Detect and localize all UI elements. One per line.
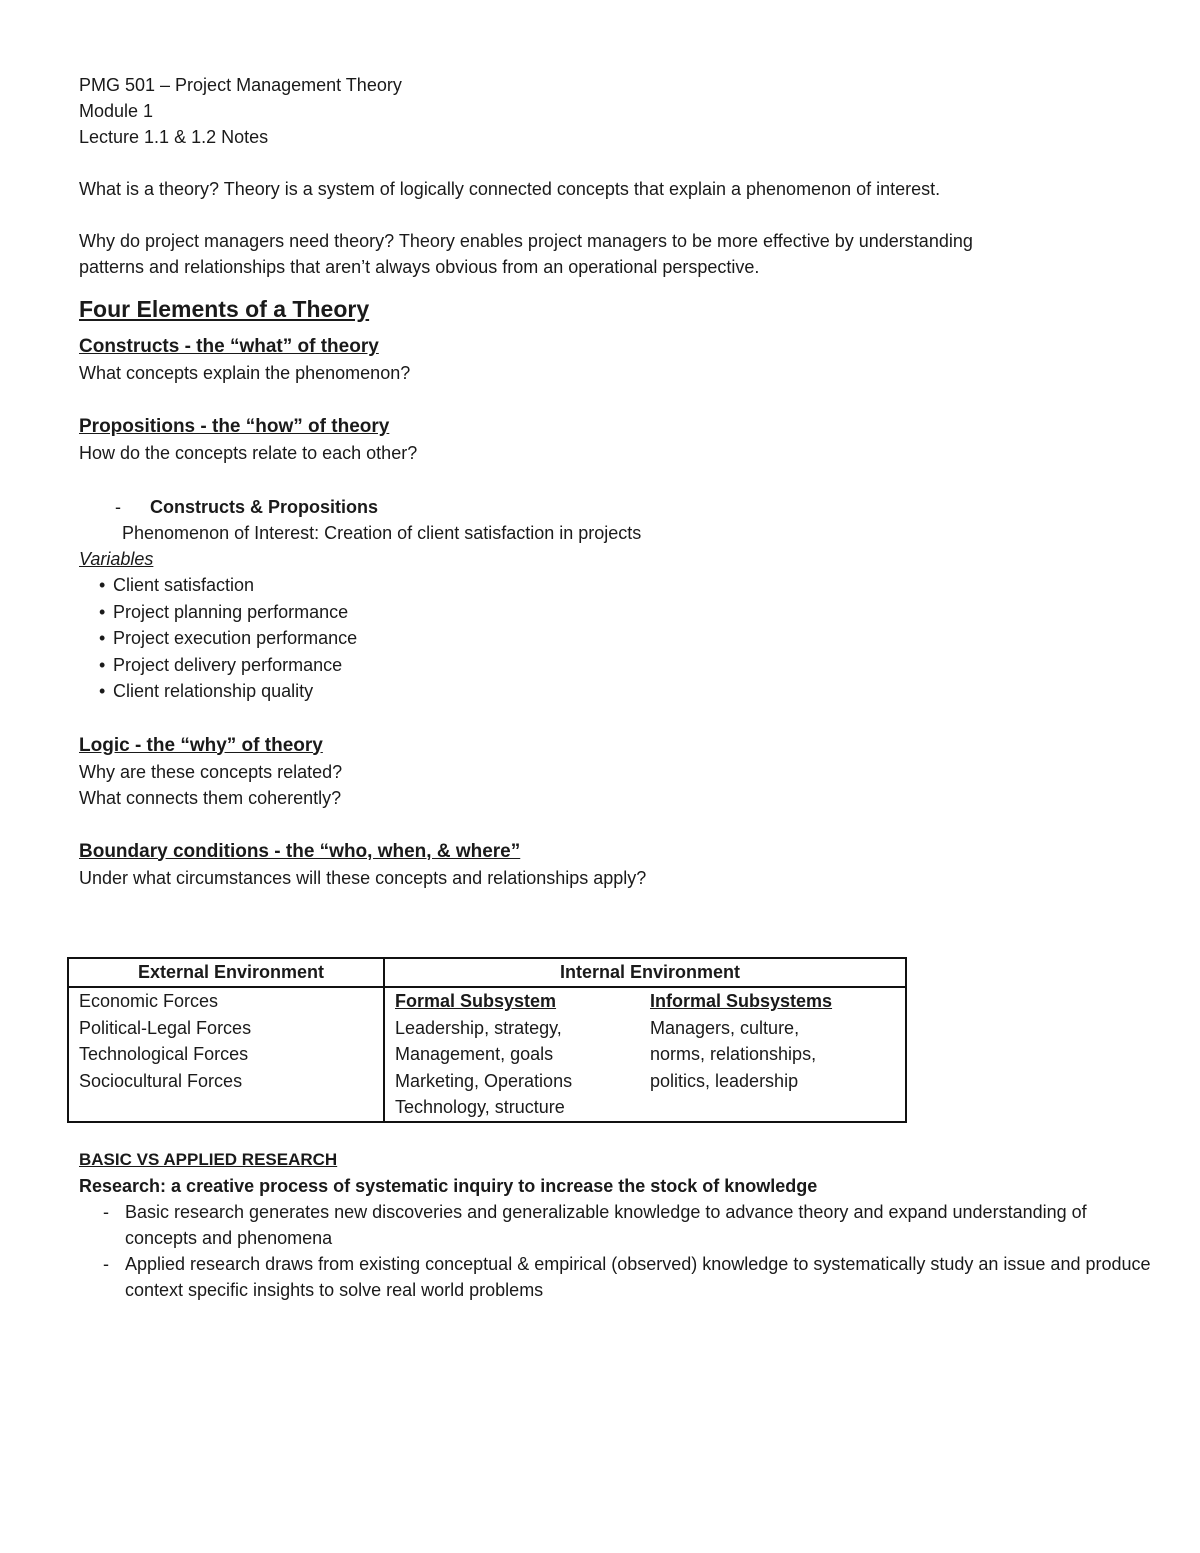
formal-item: Technology, structure <box>395 1097 565 1117</box>
external-cell <box>68 987 384 1122</box>
boundary-heading: Boundary conditions - the “who, when, & where” <box>79 840 521 862</box>
informal-subsystem-column <box>650 988 905 1121</box>
external-item: Political-Legal Forces <box>79 1017 252 1038</box>
research-list <box>79 1199 1159 1303</box>
list-item: • Client satisfaction <box>99 575 255 595</box>
variables-label: Variables <box>79 549 154 569</box>
basic-research-text: Basic research generates new discoveries and generalizable knowledge to advance theory and expand understanding of concepts and phenomena <box>125 1202 1087 1248</box>
external-header: External Environment <box>68 958 384 987</box>
logic-heading: Logic - the “why” of theory <box>79 734 323 756</box>
document-body <box>79 72 1149 891</box>
subheading-label: Constructs & Propositions <box>150 497 379 517</box>
table-header-row <box>68 958 906 987</box>
course-title: PMG 501 – Project Management Theory <box>79 75 402 95</box>
list-item: - Applied research draws from existing conceptual & empirical (observed) knowledge to systematically study an issue and produce context specific insights to solve real world problems <box>103 1254 1151 1300</box>
list-item: • Project execution performance <box>99 628 358 648</box>
environment-table <box>67 957 907 1123</box>
external-item: Technological Forces <box>79 1044 249 1064</box>
informal-item: norms, relationships, <box>650 1044 817 1064</box>
list-item: • Client relationship quality <box>99 681 314 701</box>
constructs-propositions-subheading <box>79 494 1149 520</box>
constructs-text: What concepts explain the phenomenon? <box>79 363 411 383</box>
variables-list <box>79 572 1149 705</box>
research-section <box>79 1147 1159 1303</box>
external-item: Economic Forces <box>79 991 219 1011</box>
table-row <box>68 987 906 1122</box>
informal-item: politics, leadership <box>650 1070 799 1091</box>
formal-item: Management, goals <box>395 1044 554 1064</box>
formal-header: Formal Subsystem <box>395 991 557 1011</box>
dash-marker: - <box>115 497 121 517</box>
four-elements-heading: Four Elements of a Theory <box>79 296 370 322</box>
why-need-theory-line1: Why do project managers need theory? Theory enables project managers to be more effective by understanding <box>79 231 973 251</box>
formal-item: Marketing, Operations <box>395 1070 573 1091</box>
applied-research-text: Applied research draws from existing conceptual & empirical (observed) knowledge to systematically study an issue and produce context specific insights to solve real world problems <box>125 1254 1151 1300</box>
what-is-theory: What is a theory? Theory is a system of logically connected concepts that explain a phenomenon of interest. <box>79 179 941 199</box>
why-need-theory-line2: patterns and relationships that aren’t always obvious from an operational perspective. <box>79 257 760 277</box>
module-label: Module 1 <box>79 101 154 121</box>
formal-subsystem-column <box>395 988 650 1121</box>
research-definition: Research: a creative process of systematic inquiry to increase the stock of knowledge <box>79 1176 818 1196</box>
formal-item: Leadership, strategy, <box>395 1017 562 1038</box>
list-item: - Basic research generates new discoveries and generalizable knowledge to advance theory and expand understanding of concepts and phenomena <box>103 1202 1087 1248</box>
informal-header: Informal Subsystems <box>650 991 833 1011</box>
boundary-text: Under what circumstances will these concepts and relationships apply? <box>79 867 647 888</box>
internal-header: Internal Environment <box>384 958 906 987</box>
informal-item: Managers, culture, <box>650 1017 800 1038</box>
constructs-heading: Constructs - the “what” of theory <box>79 336 379 357</box>
logic-line1: Why are these concepts related? <box>79 761 343 782</box>
list-item: • Project planning performance <box>99 601 349 622</box>
logic-line2: What connects them coherently? <box>79 787 342 808</box>
propositions-text: How do the concepts relate to each other? <box>79 443 418 463</box>
research-title: BASIC VS APPLIED RESEARCH <box>79 1150 338 1169</box>
external-item: Sociocultural Forces <box>79 1070 243 1091</box>
internal-cell <box>384 987 906 1122</box>
lecture-label: Lecture 1.1 & 1.2 Notes <box>79 127 269 147</box>
list-item: • Project delivery performance <box>99 654 343 675</box>
phenomenon-of-interest: Phenomenon of Interest: Creation of client satisfaction in projects <box>122 523 642 543</box>
propositions-heading: Propositions - the “how” of theory <box>79 416 390 437</box>
